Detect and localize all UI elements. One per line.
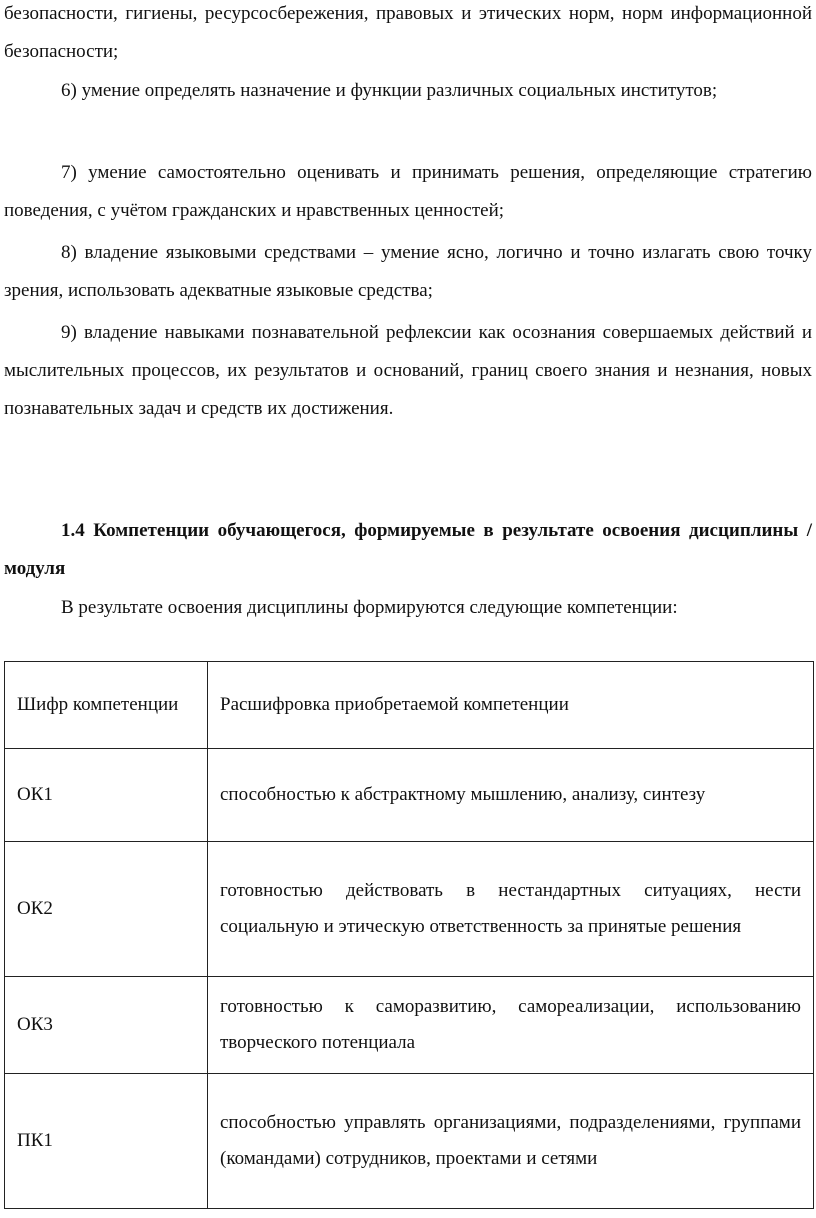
section-heading: 1.4 Компетенции обучающегося, формируемые в результате освоения дисциплины /модуля xyxy=(4,520,812,579)
table-row xyxy=(5,842,814,977)
competency-description: готовностью действовать в нестандартных ситуациях, нести социальную и этическую ответственность за принятые решения xyxy=(208,842,814,977)
competency-description: способностью управлять организациями, подразделениями, группами (командами) сотрудников, проектами и сетями xyxy=(208,1074,814,1209)
list-item-8: 8) владение языковыми средствами – умение ясно, логично и точно излагать свою точку зрения, использовать адекватные языковые средства; xyxy=(4,242,812,301)
list-item-9: 9) владение навыками познавательной рефлексии как осознания совершаемых действий и мыслительных процессов, их результатов и оснований, границ своего знания и незнания, новых познавательных задач и средств их достижения. xyxy=(4,322,812,419)
competency-description: способностью к абстрактному мышлению, анализу, синтезу xyxy=(208,749,814,842)
competency-code: ОК2 xyxy=(5,842,208,977)
competency-description: готовностью к саморазвитию, самореализации, использованию творческого потенциала xyxy=(208,977,814,1074)
header-code-cell: Шифр компетенции xyxy=(5,662,208,749)
header-description-cell: Расшифровка приобретаемой компетенции xyxy=(208,662,814,749)
paragraph-continued: безопасности, гигиены, ресурсосбережения, правовых и этических норм, норм информационной безопасности; xyxy=(4,3,812,62)
list-item-7: 7) умение самостоятельно оценивать и принимать решения, определяющие стратегию поведения, с учётом гражданских и нравственных ценностей; xyxy=(4,162,812,221)
table-row xyxy=(5,977,814,1074)
intro-paragraph: В результате освоения дисциплины формируются следующие компетенции: xyxy=(61,597,678,618)
competency-table xyxy=(4,661,814,1209)
competency-code: ПК1 xyxy=(5,1074,208,1209)
table-row xyxy=(5,749,814,842)
table-header-row xyxy=(5,662,814,749)
competency-code: ОК3 xyxy=(5,977,208,1074)
list-item-6: 6) умение определять назначение и функции различных социальных институтов; xyxy=(61,80,718,101)
table-row xyxy=(5,1074,814,1209)
competency-code: ОК1 xyxy=(5,749,208,842)
